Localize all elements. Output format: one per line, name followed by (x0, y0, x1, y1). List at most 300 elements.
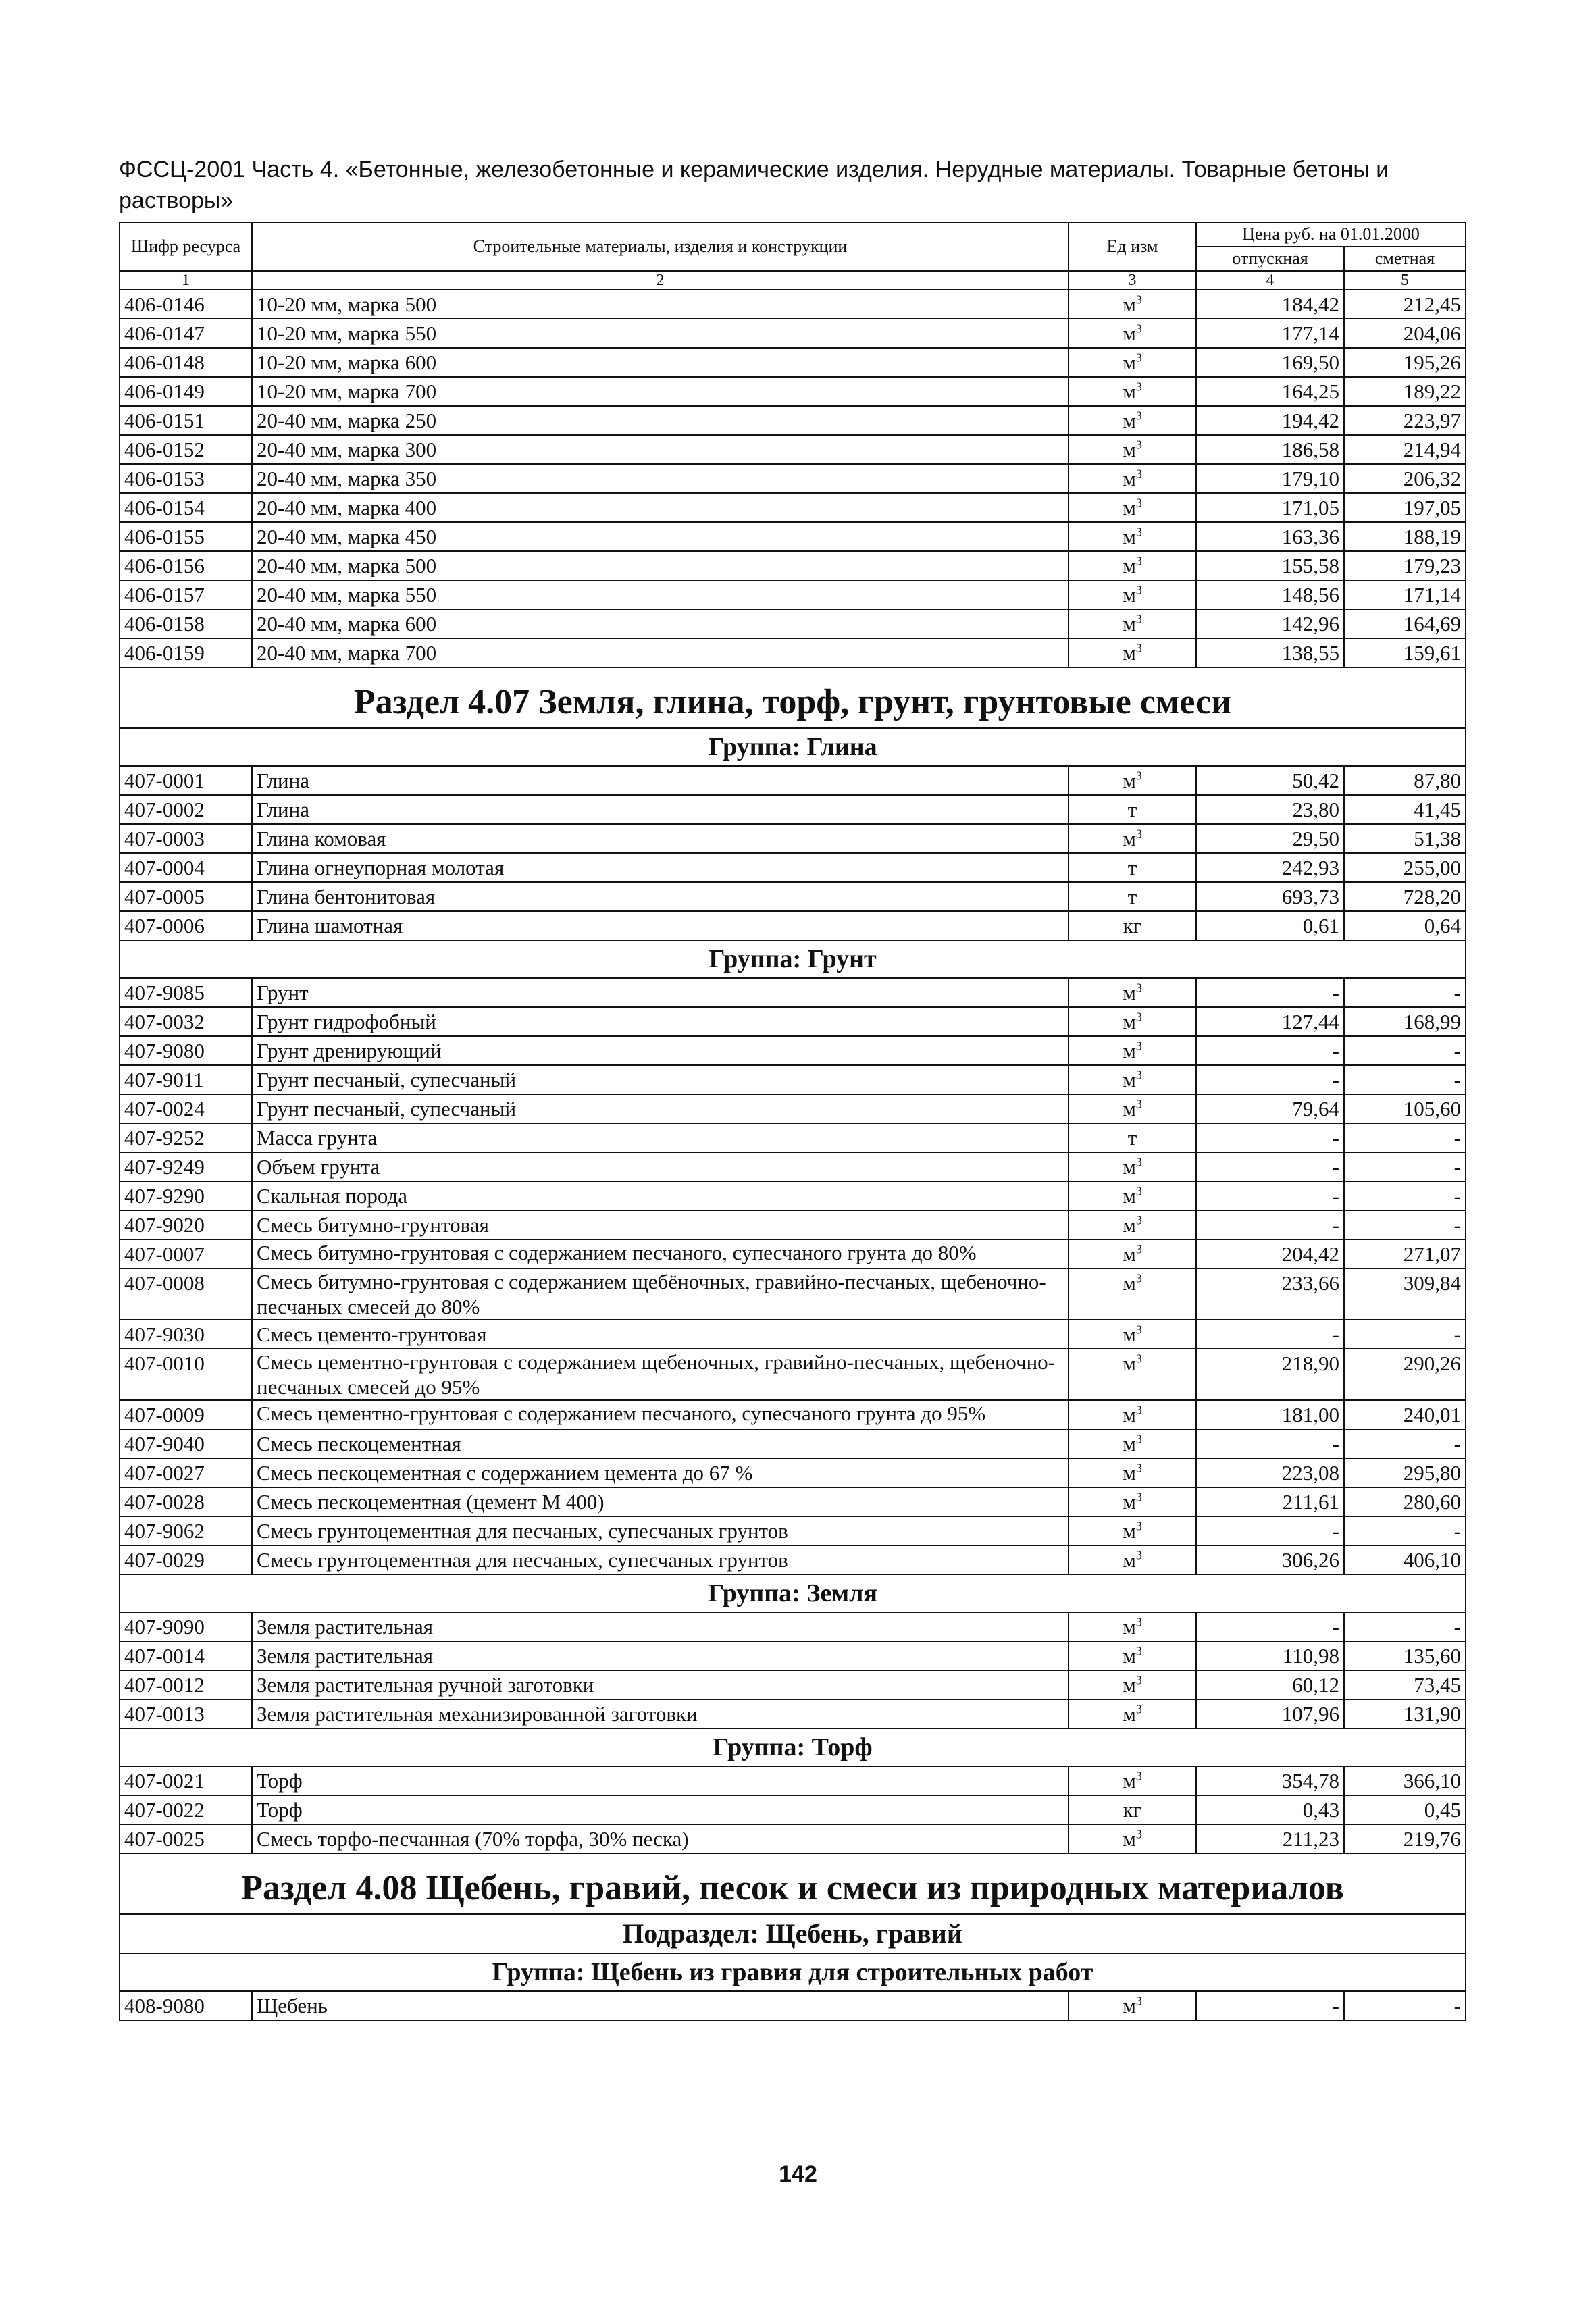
estimate-price: - (1344, 1065, 1466, 1094)
material-name: Грунт (252, 978, 1069, 1007)
resource-code: 407-0027 (120, 1458, 252, 1487)
material-name: Грунт песчаный, супесчаный (252, 1065, 1069, 1094)
unit-label: м (1123, 1242, 1136, 1266)
unit-exponent: 3 (1135, 1461, 1142, 1475)
table-row (120, 1545, 1466, 1574)
table-row (120, 1239, 1466, 1268)
unit-cell (1069, 348, 1196, 377)
estimate-price: 240,01 (1344, 1400, 1466, 1429)
resource-code: 406-0146 (120, 290, 252, 319)
unit-label: м (1123, 1615, 1136, 1639)
unit-cell (1069, 290, 1196, 319)
resource-code: 407-9249 (120, 1152, 252, 1181)
table-row (120, 522, 1466, 551)
unit-label: м (1123, 612, 1136, 636)
unit-exponent: 3 (1135, 1068, 1142, 1082)
material-name: Глина комовая (252, 824, 1069, 853)
unit-exponent: 3 (1135, 827, 1142, 841)
material-name: Скальная порода (252, 1181, 1069, 1210)
table-row (120, 824, 1466, 853)
table-row (120, 978, 1466, 1007)
table-row (120, 348, 1466, 377)
unit-label: м (1123, 351, 1136, 374)
estimate-price: 204,06 (1344, 319, 1466, 348)
unit-exponent: 3 (1135, 1352, 1142, 1366)
table-row (120, 1152, 1466, 1181)
unit-exponent: 3 (1135, 1213, 1142, 1227)
resource-code: 406-0154 (120, 493, 252, 522)
unit-exponent: 3 (1135, 292, 1142, 307)
table-row (120, 1824, 1466, 1853)
material-name: Смесь торфо-песчанная (70% торфа, 30% песка) (252, 1824, 1069, 1853)
unit-label: м (1123, 1519, 1136, 1543)
release-price: 242,93 (1196, 853, 1344, 882)
estimate-price: 295,80 (1344, 1458, 1466, 1487)
resource-code: 406-0153 (120, 464, 252, 493)
unit-exponent: 3 (1135, 1010, 1142, 1024)
unit-label: м (1123, 1271, 1136, 1295)
header-release: отпускная (1196, 247, 1344, 271)
release-price: 0,61 (1196, 911, 1344, 940)
unit-label: м (1123, 1352, 1136, 1375)
table-row (120, 1123, 1466, 1152)
resource-code: 406-0156 (120, 551, 252, 580)
unit-label: т (1127, 885, 1137, 908)
resource-code: 407-9252 (120, 1123, 252, 1152)
release-price: 186,58 (1196, 435, 1344, 464)
table-row (120, 1320, 1466, 1349)
unit-label: м (1123, 496, 1136, 519)
unit-exponent: 3 (1135, 351, 1142, 365)
unit-cell (1069, 1036, 1196, 1065)
unit-cell (1069, 1487, 1196, 1516)
unit-label: м (1123, 525, 1136, 548)
unit-exponent: 3 (1135, 1242, 1142, 1256)
unit-label: м (1123, 1994, 1136, 2017)
unit-cell (1069, 464, 1196, 493)
release-price: 110,98 (1196, 1641, 1344, 1670)
estimate-price: 197,05 (1344, 493, 1466, 522)
estimate-price: 271,07 (1344, 1239, 1466, 1268)
table-row (120, 435, 1466, 464)
release-price: 218,90 (1196, 1349, 1344, 1400)
unit-label: м (1123, 1673, 1136, 1697)
unit-cell (1069, 1094, 1196, 1123)
unit-label: м (1123, 438, 1136, 461)
unit-exponent: 3 (1135, 322, 1142, 336)
unit-cell (1069, 1699, 1196, 1728)
column-number-row (120, 271, 1466, 290)
material-name: Смесь грунтоцементная для песчаных, супесчаных грунтов (252, 1545, 1069, 1574)
resource-code: 407-0009 (120, 1400, 252, 1429)
unit-cell (1069, 406, 1196, 435)
resource-code: 406-0159 (120, 638, 252, 667)
unit-exponent: 3 (1135, 612, 1142, 626)
unit-label: м (1123, 1010, 1136, 1033)
unit-exponent: 3 (1135, 1271, 1142, 1285)
unit-label: м (1123, 1461, 1136, 1485)
unit-cell (1069, 1210, 1196, 1239)
resource-code: 406-0147 (120, 319, 252, 348)
unit-label: м (1123, 981, 1136, 1004)
table-row (120, 1516, 1466, 1545)
table-row (120, 853, 1466, 882)
release-price: - (1196, 1181, 1344, 1210)
material-name: Земля растительная механизированной заготовки (252, 1699, 1069, 1728)
resource-code: 406-0152 (120, 435, 252, 464)
resource-code: 407-0001 (120, 766, 252, 795)
unit-cell (1069, 766, 1196, 795)
page-header: ФССЦ-2001 Часть 4. «Бетонные, железобетонные и керамические изделия. Нерудные материалы. Товарные бетоны и растворы» (119, 157, 1389, 213)
unit-cell (1069, 1991, 1196, 2020)
material-name: Смесь битумно-грунтовая (252, 1210, 1069, 1239)
resource-code: 407-0008 (120, 1268, 252, 1320)
release-price: 169,50 (1196, 348, 1344, 377)
group-title-row (120, 1953, 1466, 1991)
unit-exponent: 3 (1135, 1673, 1142, 1687)
estimate-price: 171,14 (1344, 580, 1466, 609)
group-title-row (120, 1574, 1466, 1612)
unit-label: м (1123, 1068, 1136, 1091)
unit-label: м (1123, 769, 1136, 792)
release-price: - (1196, 978, 1344, 1007)
material-name: 10-20 мм, марка 700 (252, 377, 1069, 406)
release-price: - (1196, 1152, 1344, 1181)
resource-code: 406-0158 (120, 609, 252, 638)
group-title: Группа: Торф (120, 1728, 1466, 1766)
resource-code: 406-0155 (120, 522, 252, 551)
release-price: 155,58 (1196, 551, 1344, 580)
unit-exponent: 3 (1135, 1994, 1142, 2008)
unit-label: м (1123, 583, 1136, 607)
table-row (120, 1065, 1466, 1094)
unit-exponent: 3 (1135, 525, 1142, 539)
table-row (120, 1699, 1466, 1728)
unit-cell (1069, 522, 1196, 551)
estimate-price: - (1344, 1516, 1466, 1545)
material-name: 20-40 мм, марка 700 (252, 638, 1069, 667)
estimate-price: 131,90 (1344, 1699, 1466, 1728)
estimate-price: 105,60 (1344, 1094, 1466, 1123)
group-title: Группа: Глина (120, 728, 1466, 766)
unit-label: м (1123, 1039, 1136, 1062)
unit-label: м (1123, 1548, 1136, 1572)
table-row (120, 551, 1466, 580)
unit-label: м (1123, 827, 1136, 850)
resource-code: 407-0007 (120, 1239, 252, 1268)
table-row (120, 493, 1466, 522)
unit-cell (1069, 1429, 1196, 1458)
unit-exponent: 3 (1135, 1519, 1142, 1533)
unit-label: м (1123, 1403, 1136, 1426)
table-row (120, 882, 1466, 911)
unit-exponent: 3 (1135, 1432, 1142, 1446)
estimate-price: 73,45 (1344, 1670, 1466, 1699)
table-row (120, 464, 1466, 493)
table-row (120, 1429, 1466, 1458)
unit-cell (1069, 1641, 1196, 1670)
unit-exponent: 3 (1135, 1097, 1142, 1111)
table-row (120, 580, 1466, 609)
release-price: 163,36 (1196, 522, 1344, 551)
unit-label: м (1123, 1769, 1136, 1793)
estimate-price: 309,84 (1344, 1268, 1466, 1320)
estimate-price: - (1344, 1320, 1466, 1349)
estimate-price: 366,10 (1344, 1766, 1466, 1795)
table-row (120, 1670, 1466, 1699)
material-name: 20-40 мм, марка 600 (252, 609, 1069, 638)
unit-cell (1069, 551, 1196, 580)
estimate-price: 41,45 (1344, 795, 1466, 824)
estimate-price: 406,10 (1344, 1545, 1466, 1574)
unit-label: т (1127, 856, 1137, 879)
unit-exponent: 3 (1135, 438, 1142, 452)
release-price: 211,61 (1196, 1487, 1344, 1516)
unit-exponent: 3 (1135, 1322, 1142, 1337)
resource-code: 407-9030 (120, 1320, 252, 1349)
group-title-row (120, 1728, 1466, 1766)
release-price: - (1196, 1991, 1344, 2020)
unit-label: м (1123, 1213, 1136, 1237)
estimate-price: 168,99 (1344, 1007, 1466, 1036)
material-name: Глина огнеупорная молотая (252, 853, 1069, 882)
unit-cell (1069, 911, 1196, 940)
resource-code: 407-0024 (120, 1094, 252, 1123)
unit-exponent: 3 (1135, 554, 1142, 568)
estimate-price: 280,60 (1344, 1487, 1466, 1516)
material-name: Глина бентонитовая (252, 882, 1069, 911)
release-price: 177,14 (1196, 319, 1344, 348)
material-name: Масса грунта (252, 1123, 1069, 1152)
material-name: 10-20 мм, марка 600 (252, 348, 1069, 377)
unit-cell (1069, 1349, 1196, 1400)
estimate-price: 728,20 (1344, 882, 1466, 911)
unit-cell (1069, 1612, 1196, 1641)
unit-label: м (1123, 1184, 1136, 1208)
estimate-price: 195,26 (1344, 348, 1466, 377)
unit-label: м (1123, 641, 1136, 665)
resource-code: 407-9080 (120, 1036, 252, 1065)
unit-cell (1069, 1824, 1196, 1853)
estimate-price: 290,26 (1344, 1349, 1466, 1400)
material-name: Смесь пескоцементная с содержанием цемента до 67 % (252, 1458, 1069, 1487)
unit-exponent: 3 (1135, 1548, 1142, 1562)
unit-label: м (1123, 1644, 1136, 1668)
unit-label: м (1123, 292, 1136, 316)
unit-exponent: 3 (1135, 981, 1142, 995)
material-name: 20-40 мм, марка 250 (252, 406, 1069, 435)
release-price: 23,80 (1196, 795, 1344, 824)
table-row (120, 1487, 1466, 1516)
group-title: Группа: Грунт (120, 940, 1466, 978)
estimate-price: 164,69 (1344, 609, 1466, 638)
unit-exponent: 3 (1135, 1615, 1142, 1629)
table-header-row (120, 222, 1466, 247)
material-name: Смесь битумно-грунтовая с содержанием песчаного, супесчаного грунта до 80% (252, 1239, 1069, 1268)
unit-cell (1069, 795, 1196, 824)
resource-code: 407-0013 (120, 1699, 252, 1728)
group-title-row (120, 728, 1466, 766)
unit-exponent: 3 (1135, 769, 1142, 783)
table-row (120, 1991, 1466, 2020)
resource-code: 407-0028 (120, 1487, 252, 1516)
unit-cell (1069, 1320, 1196, 1349)
resource-code: 407-0022 (120, 1795, 252, 1824)
section-title: Раздел 4.07 Земля, глина, торф, грунт, грунтовые смеси (120, 667, 1466, 728)
resource-code: 406-0151 (120, 406, 252, 435)
resource-code: 407-0003 (120, 824, 252, 853)
release-price: 204,42 (1196, 1239, 1344, 1268)
release-price: - (1196, 1036, 1344, 1065)
resource-code: 407-0014 (120, 1641, 252, 1670)
material-name: Смесь цементно-грунтовая с содержанием щебеночных, гравийно-песчаных, щебеночно-песчаных смесей до 95% (252, 1349, 1069, 1400)
estimate-price: 212,45 (1344, 290, 1466, 319)
release-price: - (1196, 1210, 1344, 1239)
material-name: Объем грунта (252, 1152, 1069, 1181)
release-price: - (1196, 1429, 1344, 1458)
estimate-price: 189,22 (1344, 377, 1466, 406)
material-name: Грунт дренирующий (252, 1036, 1069, 1065)
unit-exponent: 3 (1135, 467, 1142, 481)
unit-exponent: 3 (1135, 583, 1142, 597)
unit-label: м (1123, 1490, 1136, 1514)
unit-cell (1069, 638, 1196, 667)
release-price: 107,96 (1196, 1699, 1344, 1728)
unit-label: м (1123, 1155, 1136, 1179)
release-price: 164,25 (1196, 377, 1344, 406)
release-price: 211,23 (1196, 1824, 1344, 1853)
unit-cell (1069, 1152, 1196, 1181)
release-price: 148,56 (1196, 580, 1344, 609)
resource-code: 407-9020 (120, 1210, 252, 1239)
estimate-price: - (1344, 1429, 1466, 1458)
table-row (120, 609, 1466, 638)
release-price: 693,73 (1196, 882, 1344, 911)
resource-code: 407-0006 (120, 911, 252, 940)
estimate-price: 159,61 (1344, 638, 1466, 667)
estimate-price: 0,45 (1344, 1795, 1466, 1824)
release-price: 233,66 (1196, 1268, 1344, 1320)
estimate-price: - (1344, 1612, 1466, 1641)
table-row (120, 1400, 1466, 1429)
release-price: 138,55 (1196, 638, 1344, 667)
material-name: Щебень (252, 1991, 1069, 2020)
material-name: Торф (252, 1795, 1069, 1824)
release-price: 171,05 (1196, 493, 1344, 522)
table-row (120, 766, 1466, 795)
release-price: 60,12 (1196, 1670, 1344, 1699)
release-price: - (1196, 1612, 1344, 1641)
estimate-price: 188,19 (1344, 522, 1466, 551)
material-name: 20-40 мм, марка 550 (252, 580, 1069, 609)
unit-label: м (1123, 409, 1136, 432)
unit-exponent: 3 (1135, 1827, 1142, 1841)
table-row (120, 1458, 1466, 1487)
unit-exponent: 3 (1135, 1403, 1142, 1417)
unit-exponent: 3 (1135, 1769, 1142, 1783)
release-price: - (1196, 1516, 1344, 1545)
resource-code: 406-0148 (120, 348, 252, 377)
column-number: 2 (252, 271, 1069, 290)
release-price: 142,96 (1196, 609, 1344, 638)
unit-label: м (1123, 1827, 1136, 1851)
table-row (120, 1007, 1466, 1036)
table-row (120, 1795, 1466, 1824)
estimate-price: - (1344, 1036, 1466, 1065)
estimate-price: 223,97 (1344, 406, 1466, 435)
release-price: - (1196, 1065, 1344, 1094)
material-name: 10-20 мм, марка 550 (252, 319, 1069, 348)
unit-exponent: 3 (1135, 1702, 1142, 1716)
resource-code: 407-9290 (120, 1181, 252, 1210)
unit-cell (1069, 1545, 1196, 1574)
unit-label: кг (1123, 1798, 1142, 1822)
estimate-price: 87,80 (1344, 766, 1466, 795)
unit-label: м (1123, 322, 1136, 345)
section-title: Раздел 4.08 Щебень, гравий, песок и смеси из природных материалов (120, 1853, 1466, 1914)
table-row (120, 1766, 1466, 1795)
table-row (120, 911, 1466, 940)
release-price: - (1196, 1320, 1344, 1349)
material-name: Глина шамотная (252, 911, 1069, 940)
price-table (119, 222, 1466, 2021)
column-number: 5 (1344, 271, 1466, 290)
release-price: 223,08 (1196, 1458, 1344, 1487)
unit-label: т (1127, 798, 1137, 821)
page-number: 142 (779, 2161, 817, 2187)
unit-cell (1069, 319, 1196, 348)
release-price: 29,50 (1196, 824, 1344, 853)
resource-code: 407-0021 (120, 1766, 252, 1795)
estimate-price: - (1344, 1152, 1466, 1181)
table-row (120, 1268, 1466, 1320)
material-name: Земля растительная (252, 1641, 1069, 1670)
release-price: 354,78 (1196, 1766, 1344, 1795)
material-name: 20-40 мм, марка 500 (252, 551, 1069, 580)
material-name: Смесь пескоцементная (252, 1429, 1069, 1458)
header-estimate: сметная (1344, 247, 1466, 271)
unit-cell (1069, 1516, 1196, 1545)
unit-cell (1069, 824, 1196, 853)
unit-exponent: 3 (1135, 1155, 1142, 1169)
unit-cell (1069, 1766, 1196, 1795)
resource-code: 407-0010 (120, 1349, 252, 1400)
unit-exponent: 3 (1135, 496, 1142, 510)
table-row (120, 1612, 1466, 1641)
estimate-price: 206,32 (1344, 464, 1466, 493)
group-title: Группа: Щебень из гравия для строительных работ (120, 1953, 1466, 1991)
unit-cell (1069, 1007, 1196, 1036)
table-row (120, 638, 1466, 667)
release-price: 306,26 (1196, 1545, 1344, 1574)
estimate-price: 219,76 (1344, 1824, 1466, 1853)
unit-cell (1069, 493, 1196, 522)
unit-exponent: 3 (1135, 1490, 1142, 1504)
unit-exponent: 3 (1135, 1644, 1142, 1658)
resource-code: 406-0157 (120, 580, 252, 609)
table-row (120, 1641, 1466, 1670)
section-title-row (120, 1853, 1466, 1914)
subsection-title: Подраздел: Щебень, гравий (120, 1914, 1466, 1953)
unit-cell (1069, 1181, 1196, 1210)
table-row (120, 290, 1466, 319)
header-code: Шифр ресурса (120, 222, 252, 271)
release-price: 0,43 (1196, 1795, 1344, 1824)
material-name: Грунт песчаный, супесчаный (252, 1094, 1069, 1123)
unit-cell (1069, 853, 1196, 882)
unit-label: м (1123, 1322, 1136, 1346)
resource-code: 407-9040 (120, 1429, 252, 1458)
